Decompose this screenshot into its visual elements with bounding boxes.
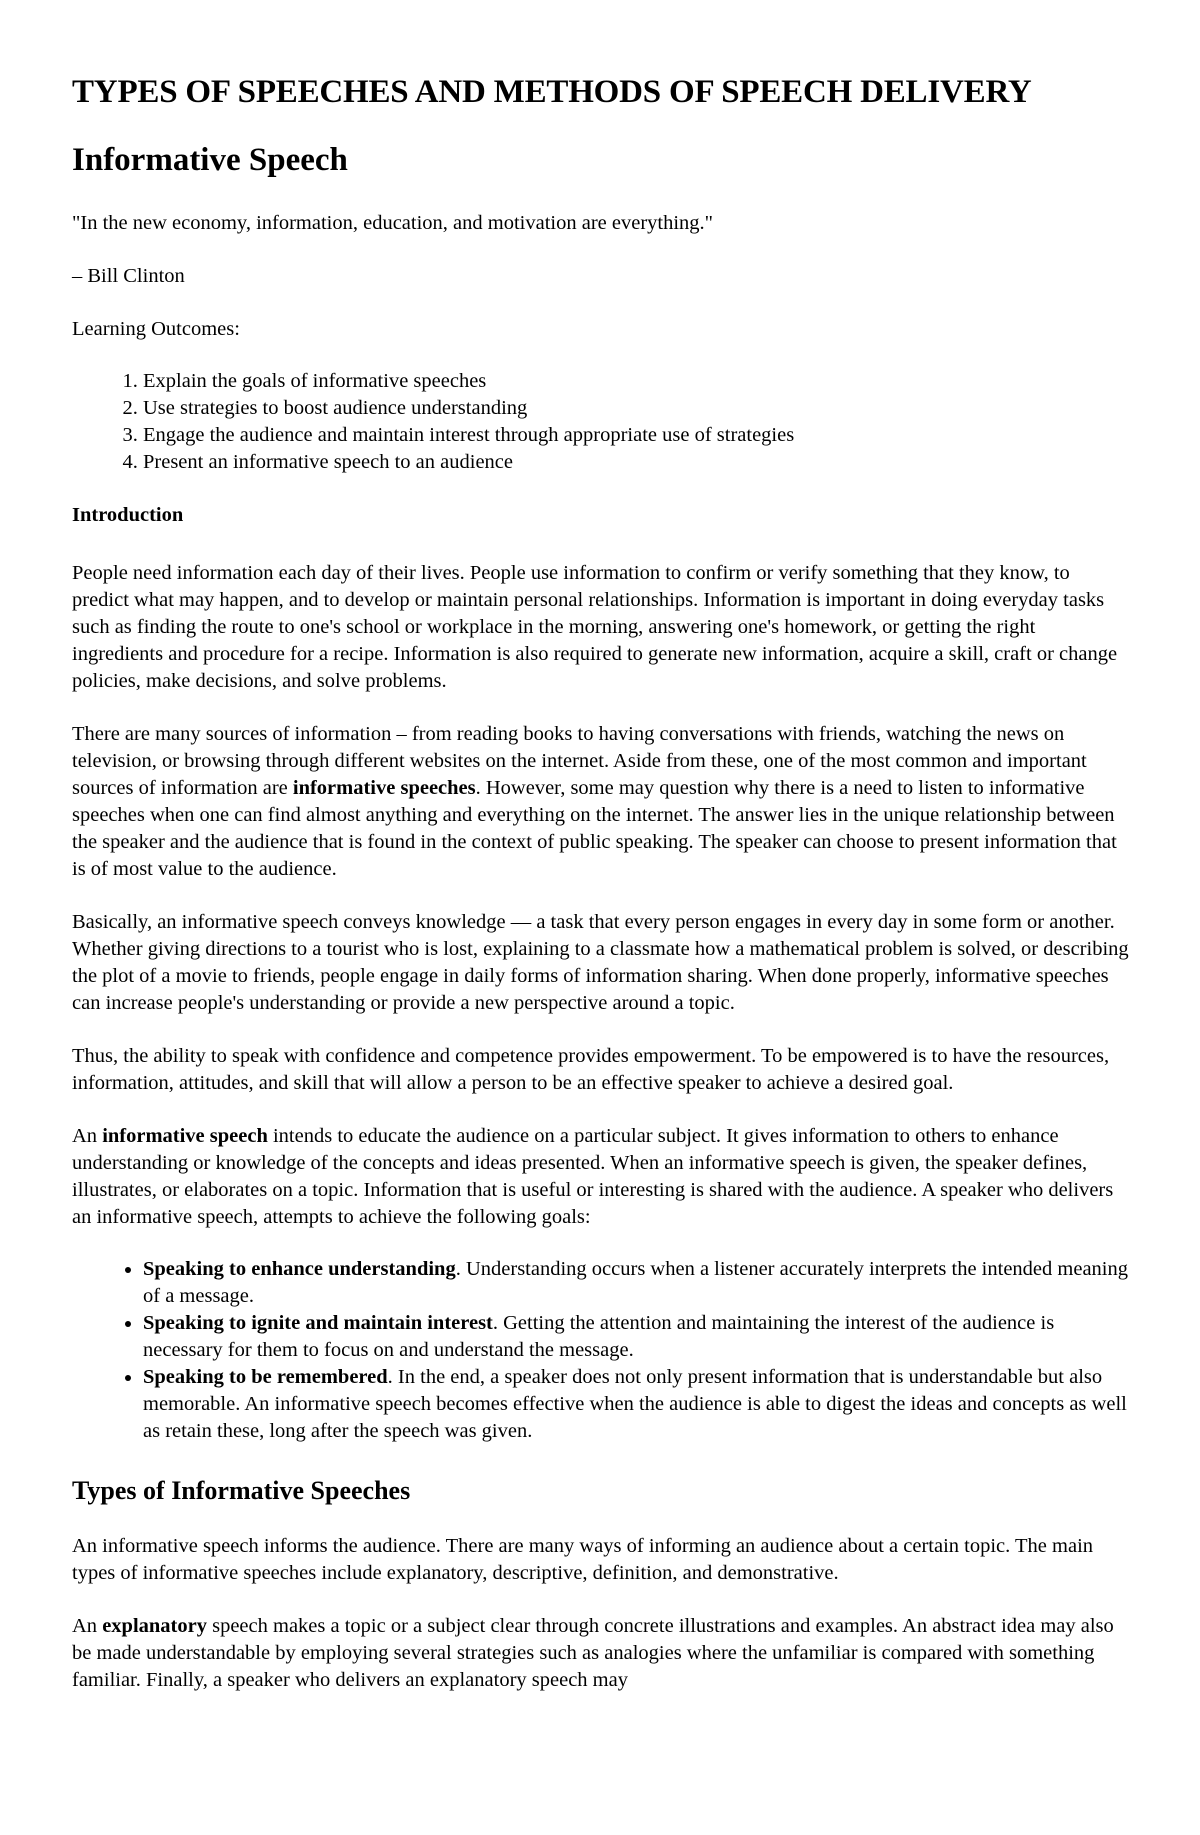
goal-item	[143, 1364, 1130, 1445]
bold-term: explanatory	[102, 1615, 207, 1637]
learning-outcome-item: 4. Present an informative speech to an audience	[143, 449, 1130, 476]
types-heading: Types of Informative Speeches	[72, 1476, 411, 1505]
goal-title: Speaking to ignite and maintain interest	[143, 1312, 493, 1334]
intro-paragraph-3: Basically, an informative speech conveys knowledge — a task that every person engages in every day in some form or another. Whether giving directions to a tourist who is lost, explaining to a classmate how a mathematical problem is solved, or describing the plot of a movie to friends, people engage in daily forms of information sharing. When done properly, informative speeches can increase people's understanding or provide a new perspective around a topic.	[72, 911, 1129, 1014]
epigraph-author: – Bill Clinton	[72, 265, 185, 287]
paragraph-text: intends to educate the audience on a particular subject. It gives information to others to enhance understanding or knowledge of the concepts and ideas presented. When an informative speech is given, the speaker defines, illustrates, or elaborates on a topic. Information that is useful or interesting is shared with the audience. A speaker who delivers an informative speech, attempts to achieve the following goals:	[72, 1125, 1114, 1228]
intro-paragraph-1: People need information each day of their lives. People use information to confirm or verify something that they know, to predict what may happen, and to develop or maintain personal relationships. Information is important in doing everyday tasks such as finding the route to one's school or workplace in the morning, answering one's homework, or getting the right ingredients and procedure for a recipe. Information is also required to generate new information, acquire a skill, craft or change policies, make decisions, and solve problems.	[72, 562, 1118, 692]
paragraph-text: . However, some may question why there is a need to listen to informative speeches when one can find almost anything and everything on the internet. The answer lies in the unique relationship between the speaker and the audience that is found in the context of public speaking. The speaker can choose to present information that is of most value to the audience.	[72, 777, 1117, 880]
types-paragraph-2	[72, 1613, 1130, 1694]
types-paragraph-1: An informative speech informs the audience. There are many ways of informing an audience about a certain topic. The main types of informative speeches include explanatory, descriptive, definition, and demonstrative.	[72, 1535, 1094, 1584]
goal-text: . Understanding occurs when a listener accurately interprets the intended meaning of a message.	[143, 1258, 1128, 1307]
learning-outcome-item: 1. Explain the goals of informative speeches	[143, 368, 1130, 395]
learning-outcome-item: 3. Engage the audience and maintain interest through appropriate use of strategies	[143, 422, 1130, 449]
learning-outcome-item: 2. Use strategies to boost audience understanding	[143, 395, 1130, 422]
paragraph-text: There are many sources of information – from reading books to having conversations with friends, watching the news on television, or browsing through different websites on the internet. Aside from these, one of the most common and important sources of information are	[72, 723, 1087, 799]
goals-list	[72, 1256, 1130, 1445]
bold-term: informative speech	[102, 1125, 268, 1147]
learning-outcomes-list	[72, 368, 1130, 476]
goal-text: . Getting the attention and maintaining the interest of the audience is necessary for them to focus on and understand the message.	[143, 1312, 1055, 1361]
document-title: TYPES OF SPEECHES AND METHODS OF SPEECH DELIVERY	[72, 74, 1032, 110]
goal-title: Speaking to be remembered	[143, 1366, 388, 1388]
paragraph-text: speech makes a topic or a subject clear through concrete illustrations and examples. An abstract idea may also be made understandable by employing several strategies such as analogies where the unfamiliar is compared with something familiar. Finally, a speaker who delivers an explanatory speech may	[72, 1615, 1114, 1691]
epigraph-quote: "In the new economy, information, education, and motivation are everything."	[72, 212, 714, 234]
intro-paragraph-5	[72, 1123, 1130, 1231]
paragraph-text: An	[72, 1125, 103, 1147]
goal-text: . In the end, a speaker does not only present information that is understandable but also memorable. An informative speech becomes effective when the audience is able to digest the ideas and concepts as well as retain these, long after the speech was given.	[143, 1366, 1127, 1442]
learning-outcomes-label: Learning Outcomes:	[72, 318, 240, 340]
bold-term: informative speeches	[292, 777, 476, 799]
document-subtitle: Informative Speech	[72, 142, 348, 178]
intro-paragraph-4: Thus, the ability to speak with confidence and competence provides empowerment. To be empowered is to have the resources, information, attitudes, and skill that will allow a person to be an effective speaker to achieve a desired goal.	[72, 1045, 1110, 1094]
paragraph-text: An	[72, 1615, 103, 1637]
intro-paragraph-2	[72, 721, 1130, 883]
goal-item	[143, 1256, 1130, 1310]
goal-title: Speaking to enhance understanding	[143, 1258, 456, 1280]
goal-item	[143, 1310, 1130, 1364]
introduction-heading: Introduction	[72, 504, 184, 526]
